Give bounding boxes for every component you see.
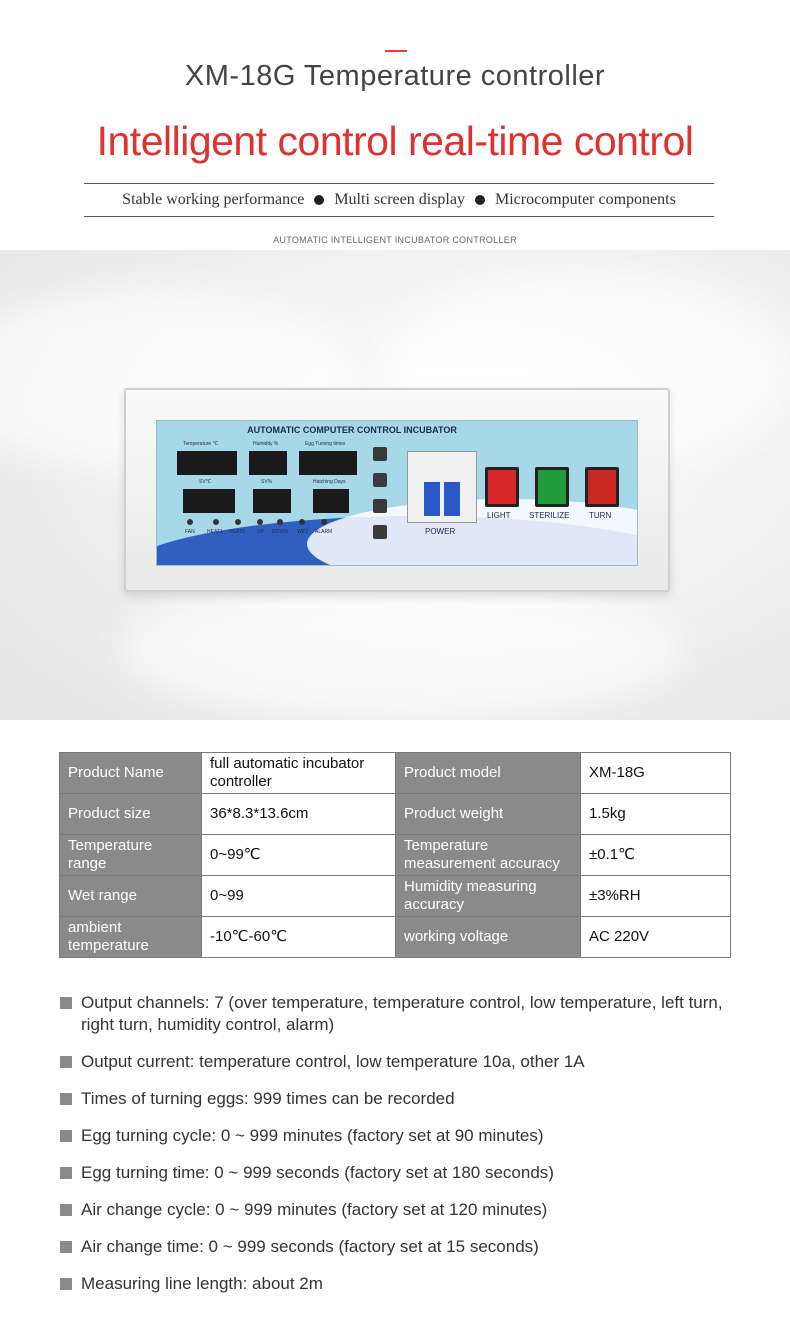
table-row bbox=[60, 794, 731, 835]
turn-label: TURN bbox=[589, 511, 612, 520]
spec-value: 0~99℃ bbox=[202, 835, 396, 876]
sv-humidity-label: SV% bbox=[261, 479, 273, 485]
table-row bbox=[60, 753, 731, 794]
egg-turning-label: Egg Turning times bbox=[305, 441, 346, 447]
led-label: UP bbox=[257, 529, 264, 535]
feature-strip bbox=[84, 183, 714, 217]
spec-value: 1.5kg bbox=[581, 794, 731, 835]
list-item-text: Measuring line length: about 2m bbox=[81, 1274, 323, 1293]
breaker-handle bbox=[424, 482, 440, 516]
list-item bbox=[60, 1125, 750, 1147]
list-item-text: Egg turning time: 0 ~ 999 seconds (factory set at 180 seconds) bbox=[81, 1163, 554, 1182]
list-item bbox=[60, 1273, 750, 1295]
power-label: POWER bbox=[425, 527, 456, 536]
led-up bbox=[257, 519, 263, 525]
down-arrow-button[interactable] bbox=[373, 499, 387, 513]
spec-key: Product Name bbox=[60, 753, 202, 794]
led-label: FAN bbox=[185, 529, 195, 535]
accent-dash bbox=[385, 50, 407, 52]
list-item-text: Air change time: 0 ~ 999 seconds (factory set at 15 seconds) bbox=[81, 1237, 539, 1256]
panel-title: AUTOMATIC COMPUTER CONTROL INCUBATOR bbox=[247, 425, 457, 435]
breaker-handle bbox=[444, 482, 460, 516]
led-wet bbox=[299, 519, 305, 525]
hatching-days-display bbox=[313, 489, 349, 513]
bullet-square-icon bbox=[60, 1093, 72, 1105]
bullet-dot-icon bbox=[314, 195, 324, 205]
list-item-text: Output channels: 7 (over temperature, temperature control, low temperature, left turn, right turn, humidity control, alarm) bbox=[81, 993, 723, 1034]
bullet-dot-icon bbox=[475, 195, 485, 205]
spec-value: 0~99 bbox=[202, 876, 396, 917]
led-heat1 bbox=[213, 519, 219, 525]
led-heat2 bbox=[235, 519, 241, 525]
spec-key: Product size bbox=[60, 794, 202, 835]
bullet-square-icon bbox=[60, 1167, 72, 1179]
led-label: HEAT1 bbox=[207, 529, 223, 535]
spec-key: Wet range bbox=[60, 876, 202, 917]
led-fan bbox=[187, 519, 193, 525]
sterilize-label: STERILIZE bbox=[529, 511, 570, 520]
led-label: ALARM bbox=[315, 529, 333, 535]
spec-key: Product weight bbox=[396, 794, 581, 835]
subcaption: AUTOMATIC INTELLIGENT INCUBATOR CONTROLLER bbox=[273, 235, 517, 245]
humidity-display bbox=[249, 451, 287, 475]
spec-key: Product model bbox=[396, 753, 581, 794]
sterilize-switch[interactable] bbox=[535, 467, 569, 507]
spec-key: Temperature measurement accuracy bbox=[396, 835, 581, 876]
sv-humidity-display bbox=[253, 489, 291, 513]
egg-turning-display bbox=[299, 451, 357, 475]
table-row bbox=[60, 917, 731, 958]
list-item bbox=[60, 1051, 750, 1073]
hatching-days-label: Hatching Days bbox=[313, 479, 346, 485]
spec-value: XM-18G bbox=[581, 753, 731, 794]
bullet-square-icon bbox=[60, 1130, 72, 1142]
led-label: WET bbox=[297, 529, 309, 535]
list-item-text: Output current: temperature control, low temperature 10a, other 1A bbox=[81, 1052, 585, 1071]
temperature-display bbox=[177, 451, 237, 475]
spec-value: full automatic incubator controller bbox=[202, 753, 396, 794]
spec-key: ambient temperature bbox=[60, 917, 202, 958]
spec-table bbox=[59, 752, 731, 958]
humidity-label: Humidity % bbox=[253, 441, 279, 447]
spec-value: -10℃-60℃ bbox=[202, 917, 396, 958]
temperature-label: Temperature ℃ bbox=[183, 441, 219, 447]
back-button[interactable] bbox=[373, 525, 387, 539]
spec-key: Temperature range bbox=[60, 835, 202, 876]
bullet-square-icon bbox=[60, 1204, 72, 1216]
list-item bbox=[60, 1199, 750, 1221]
spec-key: Humidity measuring accuracy bbox=[396, 876, 581, 917]
headline: Intelligent control real-time control bbox=[96, 118, 694, 164]
led-alarm bbox=[321, 519, 327, 525]
table-row bbox=[60, 835, 731, 876]
led-label: HEAT2 bbox=[229, 529, 245, 535]
light-switch[interactable] bbox=[485, 467, 519, 507]
list-item bbox=[60, 1088, 750, 1110]
led-down bbox=[277, 519, 283, 525]
spec-key: working voltage bbox=[396, 917, 581, 958]
list-item bbox=[60, 1162, 750, 1184]
smoke-shape bbox=[120, 580, 680, 720]
bullet-square-icon bbox=[60, 1241, 72, 1253]
spec-value: ±3%RH bbox=[581, 876, 731, 917]
controller-device-image bbox=[124, 388, 670, 592]
spec-value: AC 220V bbox=[581, 917, 731, 958]
control-panel bbox=[156, 420, 638, 566]
table-row bbox=[60, 876, 731, 917]
list-item-text: Times of turning eggs: 999 times can be recorded bbox=[81, 1089, 455, 1108]
set-button[interactable] bbox=[373, 447, 387, 461]
list-item bbox=[60, 1236, 750, 1258]
sv-temp-label: SV℃ bbox=[199, 479, 212, 485]
led-label: DOWN bbox=[272, 529, 288, 535]
list-item-text: Air change cycle: 0 ~ 999 minutes (factory set at 120 minutes) bbox=[81, 1200, 548, 1219]
spec-value: ±0.1℃ bbox=[581, 835, 731, 876]
feature-item: Stable working performance bbox=[122, 191, 305, 208]
sv-temp-display bbox=[183, 489, 235, 513]
page-title: XM-18G Temperature controller bbox=[184, 60, 606, 92]
bullet-square-icon bbox=[60, 1056, 72, 1068]
power-breaker[interactable] bbox=[407, 451, 477, 523]
turn-switch[interactable] bbox=[585, 467, 619, 507]
feature-list bbox=[60, 992, 750, 1295]
spec-value: 36*8.3*13.6cm bbox=[202, 794, 396, 835]
list-item bbox=[60, 992, 750, 1036]
list-item-text: Egg turning cycle: 0 ~ 999 minutes (factory set at 90 minutes) bbox=[81, 1126, 544, 1145]
light-label: LIGHT bbox=[487, 511, 511, 520]
bullet-square-icon bbox=[60, 997, 72, 1009]
feature-item: Microcomputer components bbox=[494, 191, 676, 208]
up-arrow-button[interactable] bbox=[373, 473, 387, 487]
bullet-square-icon bbox=[60, 1278, 72, 1290]
feature-item: Multi screen display bbox=[334, 191, 465, 208]
